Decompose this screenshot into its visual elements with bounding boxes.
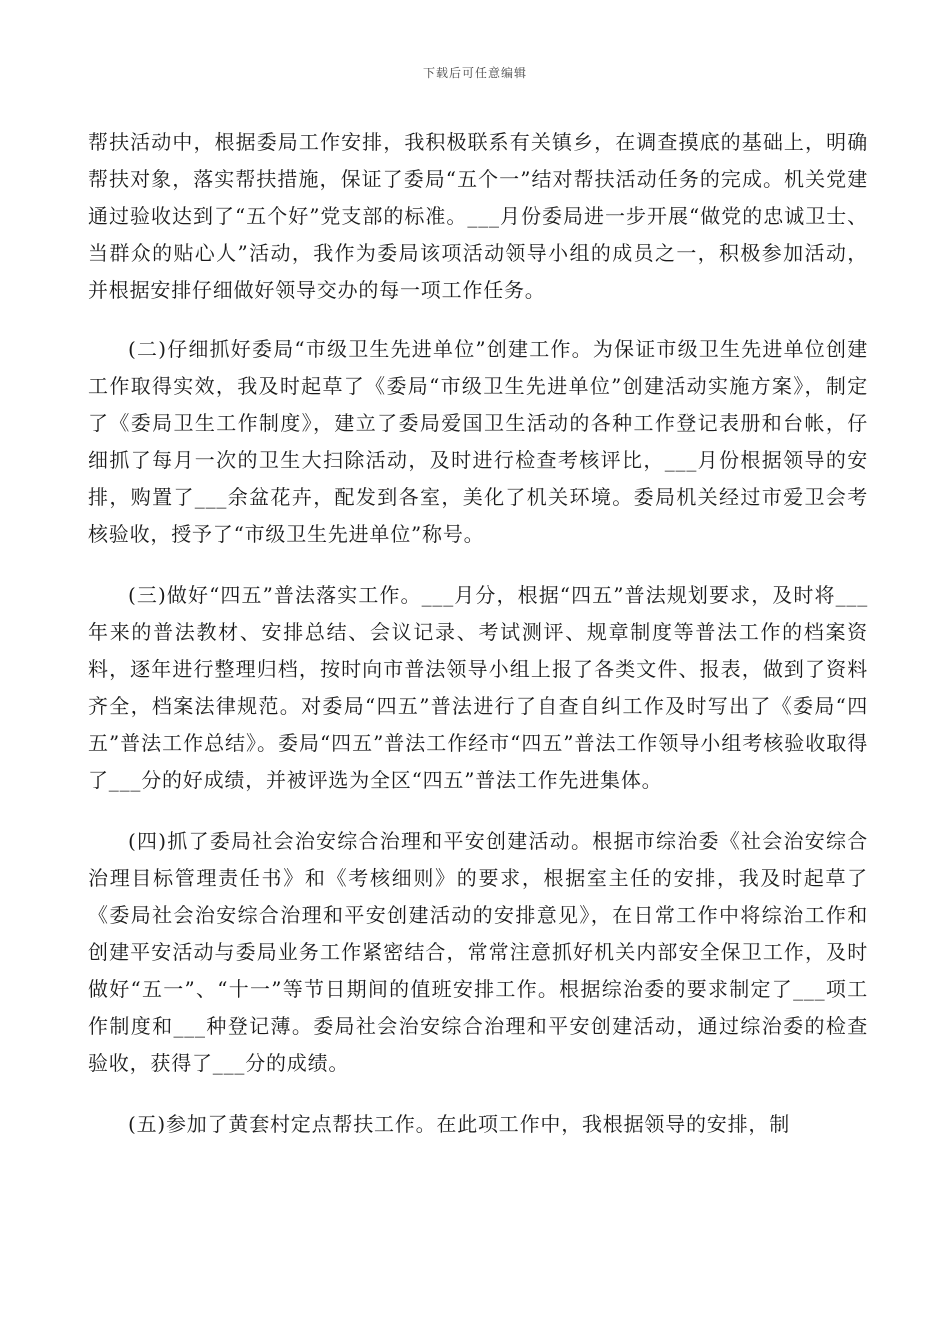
paragraph-text: (二)仔细抓好委局“市级卫生先进单位”创建工作。为保证市级卫生先进单位创建工作取得实效，我及时起草了《委局“市级卫生先进单位”创建活动实施方案》，制定了《委局卫生工作制度》，建立了委局爱国卫生活动的各种工作登记表册和台帐，仔细抓了每月一次的卫生大扫除活动，及时进行检查考核评比，___月份根据领导的安排，购置了___余盆花卉，配发到各室，美化了机关环境。委局机关经过市爱卫会考核验收，授予了“市级卫生先进单位”称号。 xyxy=(88,337,868,546)
document-body xyxy=(88,124,868,1167)
page-header: 下载后可任意编辑 xyxy=(422,66,527,80)
paragraph-text: (五)参加了黄套村定点帮扶工作。在此项工作中，我根据领导的安排，制 xyxy=(128,1112,791,1136)
paragraph-text: (三)做好“四五”普法落实工作。___月分，根据“四五”普法规划要求，及时将___年来的普法教材、安排总结、会议记录、考试测评、规章制度等普法工作的档案资料，逐年进行整理归档，按时向市普法领导小组上报了各类文件、报表，做到了资料齐全，档案法律规范。对委局“四五”普法进行了自查自纠工作及时写出了《委局“四五”普法工作总结》。委局“四五”普法工作经市“四五”普法工作领导小组考核验收取得了___分的好成绩，并被评选为全区“四五”普法工作先进集体。 xyxy=(88,583,868,792)
paragraph-text: 帮扶活动中，根据委局工作安排，我积极联系有关镇乡，在调查摸底的基础上，明确帮扶对象，落实帮扶措施，保证了委局“五个一”结对帮扶活动任务的完成。机关党建通过验收达到了“五个好”党支部的标准。___月份委局进一步开展“做党的忠诚卫士、当群众的贴心人”活动，我作为委局该项活动领导小组的成员之一，积极参加活动，并根据安排仔细做好领导交办的每一项工作任务。 xyxy=(88,130,868,302)
paragraph-text: (四)抓了委局社会治安综合治理和平安创建活动。根据市综治委《社会治安综合治理目标管理责任书》和《考核细则》的要求，根据室主任的安排，我及时起草了《委局社会治安综合治理和平安创建活动的安排意见》，在日常工作中将综治工作和创建平安活动与委局业务工作紧密结合，常常注意抓好机关内部安全保卫工作，及时做好“五一”、“十一”等节日期间的值班安排工作。根据综治委的要求制定了___项工作制度和___种登记薄。委局社会治安综合治理和平安创建活动，通过综治委的检查验收，获得了___分的成绩。 xyxy=(88,829,868,1075)
paragraph-continuation xyxy=(88,124,868,309)
paragraph-section-5 xyxy=(88,1106,868,1143)
paragraph-section-2 xyxy=(88,331,868,553)
paragraph-section-3 xyxy=(88,577,868,799)
paragraph-section-4 xyxy=(88,823,868,1082)
